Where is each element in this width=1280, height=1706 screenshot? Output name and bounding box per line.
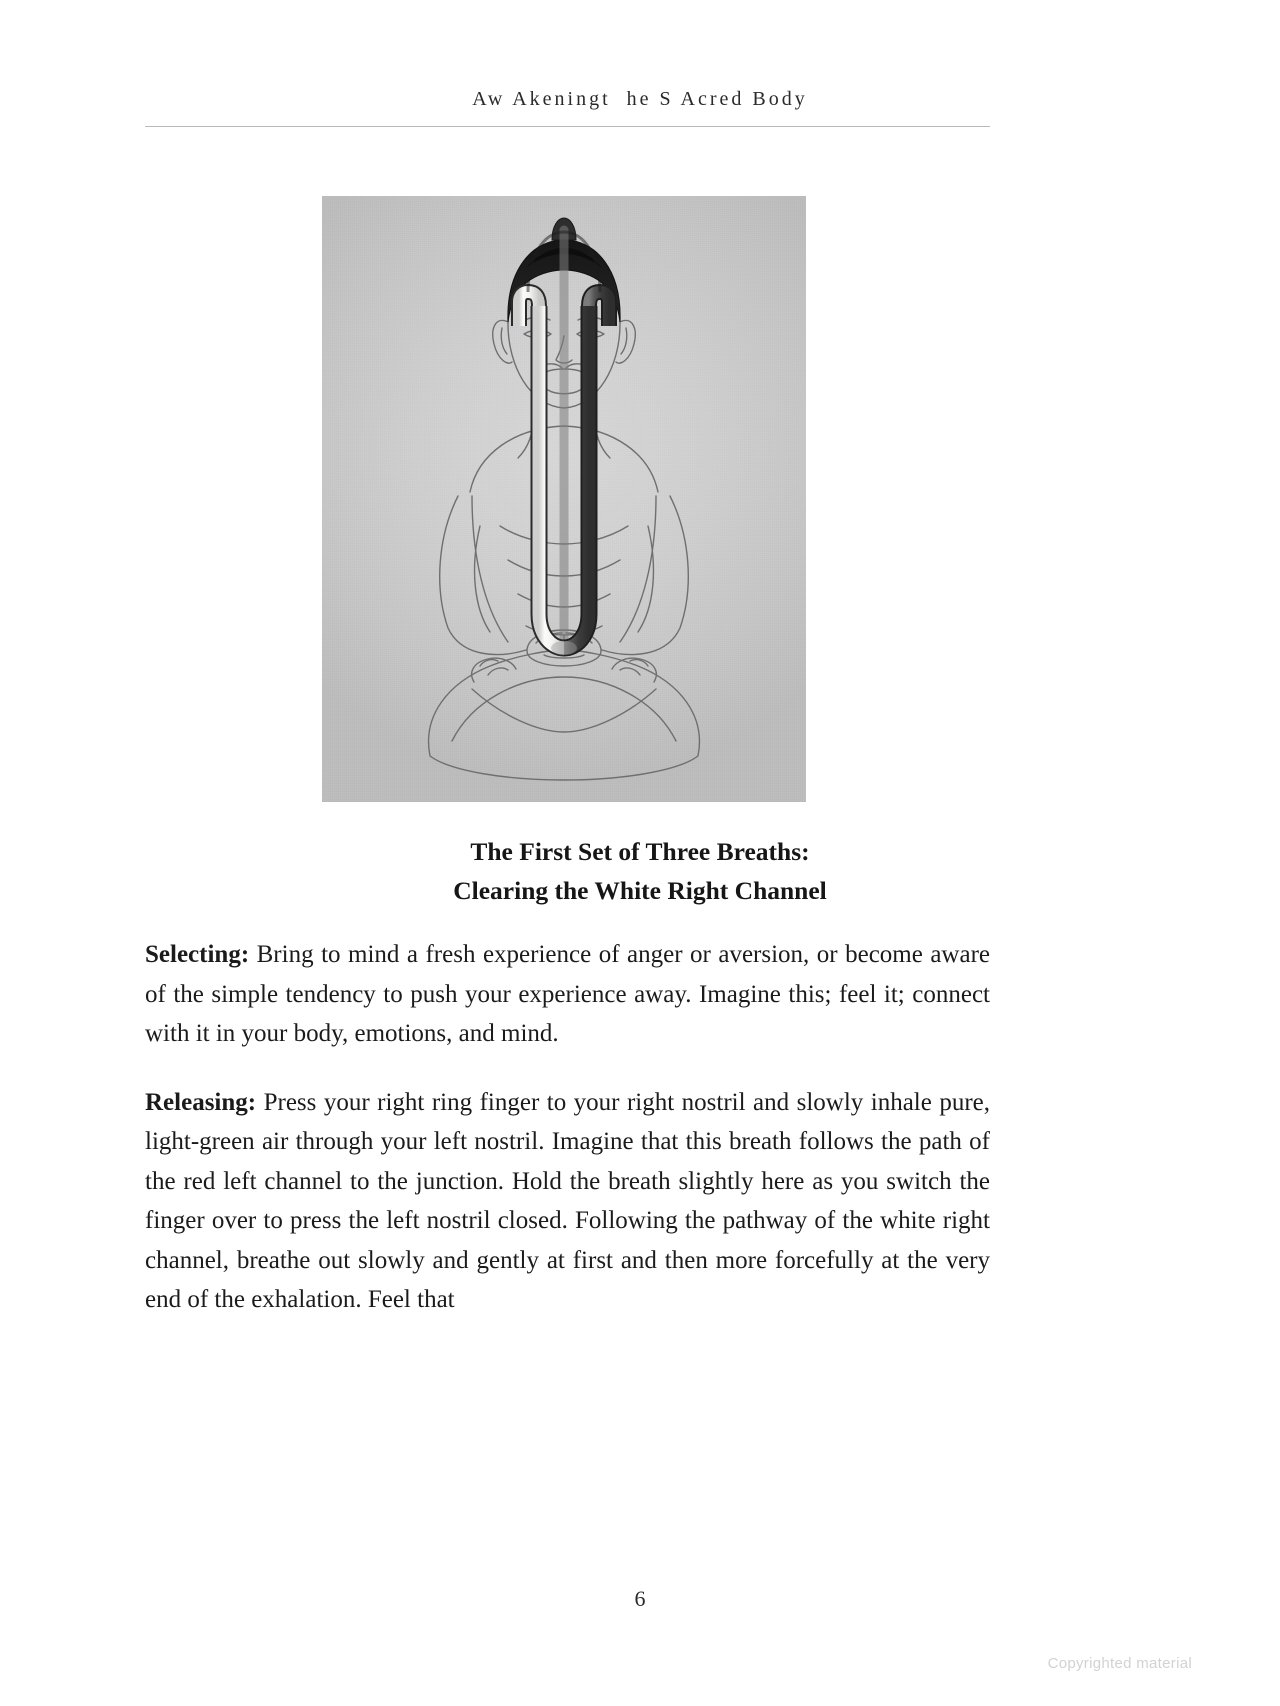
channel-junction (551, 641, 577, 655)
copyright-notice: Copyrighted material (1047, 1655, 1192, 1672)
body-text-column (145, 935, 990, 1320)
figure (322, 196, 806, 802)
figure-plate (322, 196, 806, 802)
paragraph-lead-selecting: Selecting: (145, 941, 250, 968)
page-number: 6 (634, 1586, 646, 1611)
paragraph-releasing (145, 1083, 990, 1320)
figure-caption-line-2: Clearing the White Right Channel (453, 876, 827, 905)
paragraph-selecting (145, 935, 990, 1054)
meditator-drawing (322, 196, 806, 802)
header-rule (145, 126, 990, 127)
figure-caption-line-1: The First Set of Three Breaths: (470, 837, 810, 866)
paragraph-body-releasing: Press your right ring finger to your right nostril and slowly inhale pure, light-green air through your left nostril. Imagine that this breath follows the path of the red left channel to the junction. Hold the breath slightly here as you switch the finger over to press the left nostril closed. Following the pathway of the white right channel, breathe out slowly and gently at first and then more forcefully at the very end of the exhalation. Feel that (145, 1088, 990, 1313)
running-head: Aw Akeningt he S Acred Body (472, 88, 808, 110)
paragraph-lead-releasing: Releasing: (145, 1088, 257, 1116)
paragraph-body-selecting: Bring to mind a fresh experience of anger or aversion, or become aware of the simple tendency to push your experience away. Imagine this; feel it; connect with it in your body, emotions, and mind. (145, 941, 990, 1047)
figure-caption (145, 832, 1135, 910)
